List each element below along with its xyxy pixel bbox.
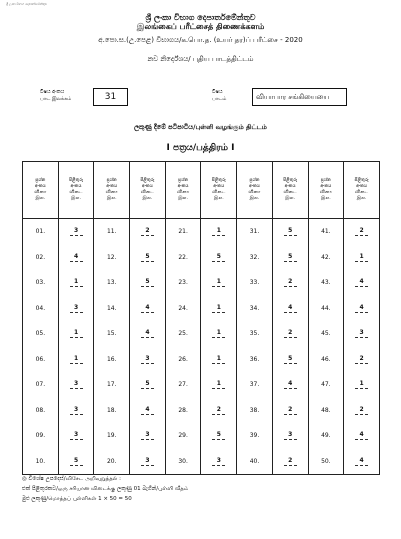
total-marks: මුළු ලකුණු/மொத்தப் புள்ளிகள் 1 × 50 = 50 [22, 496, 132, 502]
question-number: 02. [23, 245, 59, 271]
question-number: 33. [237, 270, 273, 296]
answer-number: 4 [70, 253, 83, 262]
question-number: 31. [237, 219, 273, 245]
answer-cell [201, 270, 237, 296]
answer-header-line: விடை [69, 190, 83, 195]
answer-cell [58, 449, 94, 475]
question-number: 49. [308, 423, 344, 449]
answer-number: 3 [70, 431, 83, 440]
answer-cell [130, 296, 166, 322]
answer-number: 1 [212, 278, 225, 287]
question-header [94, 162, 130, 219]
question-number: 28. [165, 398, 201, 424]
answer-cell [58, 423, 94, 449]
answer-number: 3 [284, 431, 297, 440]
question-number: 14. [94, 296, 130, 322]
table-row [23, 398, 380, 424]
answer-cell [58, 245, 94, 271]
answer-number: 5 [212, 253, 225, 262]
answer-cell [344, 219, 380, 245]
answer-header-line: අංකය [356, 183, 368, 189]
question-number: 21. [165, 219, 201, 245]
question-number: 16. [94, 347, 130, 373]
answer-header-line: පිළිතුරු [354, 177, 369, 183]
answer-number: 2 [355, 355, 368, 364]
answer-number: 5 [212, 431, 225, 440]
question-number: 10. [23, 449, 59, 475]
answer-number: 1 [355, 380, 368, 389]
marking-scheme-title: ලකුණු දීමේ පටිපාටිය/புள்ளி வழங்கும் திட்டம் [134, 123, 267, 131]
answer-number: 3 [212, 457, 225, 466]
table-row [23, 372, 380, 398]
table-row [23, 296, 380, 322]
table-row [23, 449, 380, 475]
answer-header [344, 162, 380, 219]
answer-cell [344, 398, 380, 424]
answer-header-line: අංකය [284, 183, 296, 189]
question-number: 35. [237, 321, 273, 347]
answer-number: 1 [212, 355, 225, 364]
answer-table-body [23, 219, 380, 475]
question-number: 46. [308, 347, 344, 373]
answer-cell [344, 449, 380, 475]
answer-header-line: இல. [71, 196, 81, 202]
answer-number: 1 [70, 355, 83, 364]
answer-header-line: விடை [283, 190, 297, 195]
answer-header-line: விடை [212, 190, 226, 195]
question-number: 36. [237, 347, 273, 373]
answer-header-line: පිළිතුරු [140, 177, 155, 183]
answer-cell [272, 219, 308, 245]
answer-cell [58, 398, 94, 424]
subject-number-label [40, 89, 71, 103]
question-header-line: ප්‍රශ්න [320, 177, 331, 183]
marks-per-answer: එක් පිළිතුරකට/ஒரு சரியான விடைக்கு ලකුණු 01 බැගින්/புள்ளி வீதம் [22, 486, 189, 492]
question-number: 26. [165, 347, 201, 373]
question-header-line: வினா [177, 190, 190, 195]
question-header-line: ප්‍රශ්න [106, 177, 117, 183]
answer-number: 3 [141, 355, 154, 364]
answer-header-line: விடை [140, 190, 155, 195]
question-header-line: අංකය [320, 183, 332, 189]
question-number: 29. [165, 423, 201, 449]
answer-number: 2 [284, 329, 297, 338]
question-header-line: අංකය [34, 183, 46, 189]
answer-header-line: இல. [285, 196, 296, 202]
question-number: 03. [23, 270, 59, 296]
answer-header [272, 162, 308, 219]
table-row [23, 245, 380, 271]
answer-table-header [23, 162, 380, 219]
answer-cell [130, 245, 166, 271]
answer-number: 4 [141, 406, 154, 415]
question-header-line: இல. [178, 196, 188, 202]
subject-name-label-ta: பாடம் [212, 96, 227, 102]
answer-number: 4 [355, 457, 368, 466]
subject-name-label [212, 89, 226, 103]
question-number: 37. [237, 372, 273, 398]
answer-number: 3 [141, 431, 154, 440]
answer-cell [201, 372, 237, 398]
answer-cell [201, 449, 237, 475]
answer-cell [58, 219, 94, 245]
answer-header-line: පිළිතුරු [68, 177, 84, 183]
answer-number: 4 [355, 431, 368, 440]
question-number: 25. [165, 321, 201, 347]
answer-cell [201, 245, 237, 271]
answer-number: 2 [355, 406, 368, 415]
question-number: 47. [308, 372, 344, 398]
answer-cell [130, 423, 166, 449]
question-header-line: இல. [320, 196, 331, 202]
answer-cell [272, 449, 308, 475]
question-header [308, 162, 344, 219]
answer-number: 5 [70, 457, 83, 466]
question-number: 32. [237, 245, 273, 271]
question-number: 41. [308, 219, 344, 245]
answer-header [130, 162, 166, 219]
answer-header-line: இல. [142, 196, 153, 202]
answer-cell [201, 347, 237, 373]
answer-number: 1 [70, 278, 83, 287]
answer-number: 3 [70, 406, 83, 415]
answer-header-line: இல. [356, 196, 367, 202]
subject-name-box: வியாபார சங்கியையை [252, 88, 347, 106]
subject-name-label-si: විෂය [212, 89, 223, 95]
subject-number-box: 31 [93, 88, 128, 106]
answer-cell [344, 296, 380, 322]
answer-header-line: අංකය [141, 183, 153, 189]
answer-cell [201, 398, 237, 424]
answer-number: 4 [141, 329, 154, 338]
answer-number: 1 [355, 253, 368, 262]
answer-cell [130, 219, 166, 245]
table-row [23, 270, 380, 296]
question-number: 45. [308, 321, 344, 347]
answer-cell [201, 321, 237, 347]
answer-header-line: පිළිතුරු [283, 177, 298, 183]
question-number: 01. [23, 219, 59, 245]
answer-number: 2 [212, 406, 225, 415]
answer-cell [272, 372, 308, 398]
answer-cell [130, 321, 166, 347]
question-header-line: ප්‍රශ්න [178, 177, 189, 183]
question-number: 44. [308, 296, 344, 322]
answer-number: 5 [284, 253, 297, 262]
question-header-line: අංකය [106, 183, 118, 189]
question-number: 22. [165, 245, 201, 271]
answer-number: 4 [355, 304, 368, 313]
answer-cell [130, 347, 166, 373]
question-number: 05. [23, 321, 59, 347]
answer-cell [58, 270, 94, 296]
answer-number: 1 [212, 227, 225, 236]
answer-cell [272, 245, 308, 271]
answer-cell [272, 270, 308, 296]
header-small-text: ශ්‍රී ලංකා විභාග දෙපාර්තමේන්තුව [6, 2, 48, 6]
answer-header-line: අංකය [70, 183, 82, 189]
question-header-line: இல. [249, 196, 260, 202]
question-number: 40. [237, 449, 273, 475]
answer-cell [130, 398, 166, 424]
answer-number: 2 [284, 278, 297, 287]
question-number: 38. [237, 398, 273, 424]
answer-cell [344, 423, 380, 449]
question-number: 19. [94, 423, 130, 449]
answer-cell [272, 398, 308, 424]
answer-cell [201, 296, 237, 322]
answer-number: 3 [70, 227, 83, 236]
question-number: 20. [94, 449, 130, 475]
question-header-line: வினா [319, 190, 332, 195]
subject-number-label-si: විෂය අංකය [40, 89, 65, 95]
subject-number-label-ta: பாட இலக்கம் [40, 96, 72, 102]
question-header-line: இல. [106, 196, 117, 202]
answer-number: 2 [284, 457, 297, 466]
answer-number: 1 [212, 329, 225, 338]
question-number: 18. [94, 398, 130, 424]
answer-cell [201, 219, 237, 245]
answer-number: 3 [70, 304, 83, 313]
answer-table [22, 161, 380, 475]
question-number: 09. [23, 423, 59, 449]
answer-cell [272, 321, 308, 347]
answer-header-line: පිළිතුරු [211, 177, 226, 183]
answer-number: 5 [141, 278, 154, 287]
answer-number: 5 [141, 253, 154, 262]
question-number: 04. [23, 296, 59, 322]
question-number: 13. [94, 270, 130, 296]
answer-cell [344, 245, 380, 271]
table-row [23, 321, 380, 347]
answer-number: 5 [284, 227, 297, 236]
question-number: 34. [237, 296, 273, 322]
question-number: 17. [94, 372, 130, 398]
answer-cell [344, 372, 380, 398]
answer-number: 4 [284, 304, 297, 313]
special-instructions: ◎ විශේෂ උපදෙස්/விசேட அறிவுறுத்தல் : [22, 476, 121, 482]
answer-header [201, 162, 237, 219]
answer-number: 4 [141, 304, 154, 313]
answer-number: 2 [284, 406, 297, 415]
answer-cell [272, 347, 308, 373]
question-header-line: අංකය [248, 183, 260, 189]
answer-number: 3 [141, 457, 154, 466]
answer-number: 5 [141, 380, 154, 389]
table-row [23, 423, 380, 449]
answer-cell [58, 372, 94, 398]
question-header-line: வினா [34, 190, 47, 195]
question-header-line: අංකය [177, 183, 189, 189]
question-number: 07. [23, 372, 59, 398]
answer-cell [201, 423, 237, 449]
syllabus-title: නව නිර්දේශය/ புதிய பாடத்திட்டம் [147, 55, 254, 63]
question-number: 23. [165, 270, 201, 296]
question-number: 39. [237, 423, 273, 449]
answer-header-line: விடை [354, 190, 369, 195]
answer-cell [272, 423, 308, 449]
question-number: 43. [308, 270, 344, 296]
answer-number: 2 [355, 227, 368, 236]
answer-cell [130, 372, 166, 398]
answer-cell [272, 296, 308, 322]
question-header-line: வினா [248, 190, 261, 195]
answer-cell [58, 296, 94, 322]
answer-cell [58, 321, 94, 347]
answer-number: 3 [70, 380, 83, 389]
answer-header-line: අංකය [213, 183, 225, 189]
answer-cell [130, 449, 166, 475]
question-number: 27. [165, 372, 201, 398]
question-number: 15. [94, 321, 130, 347]
answer-number: 4 [284, 380, 297, 389]
answer-number: 1 [212, 304, 225, 313]
department-tamil: இலங்கைப் பரீட்சைத் திணைக்களம் [136, 22, 265, 31]
question-number: 24. [165, 296, 201, 322]
question-header-line: ප්‍රශ්න [249, 177, 260, 183]
question-header [23, 162, 59, 219]
answer-number: 4 [355, 278, 368, 287]
paper-title: I පත්‍රය/பத்திரம் I [166, 143, 235, 153]
answer-cell [344, 270, 380, 296]
answer-number: 1 [70, 329, 83, 338]
answer-number: 1 [212, 380, 225, 389]
table-row [23, 219, 380, 245]
question-number: 06. [23, 347, 59, 373]
question-number: 30. [165, 449, 201, 475]
question-header [237, 162, 273, 219]
question-number: 12. [94, 245, 130, 271]
table-row [23, 347, 380, 373]
question-number: 48. [308, 398, 344, 424]
answer-header-line: இல. [213, 196, 224, 202]
answer-number: 3 [355, 329, 368, 338]
question-number: 42. [308, 245, 344, 271]
answer-cell [130, 270, 166, 296]
answer-cell [344, 321, 380, 347]
department-sinhala: ශ්‍රී ලංකා විභාග දෙපාර්තමේන්තුව [145, 13, 256, 22]
answer-number: 2 [141, 227, 154, 236]
exam-title: අ.පො.ස.(උ.පෙළ) විභාගය/க.பொ.த. (உயர் தர)ப் பரீட்சை - 2020 [98, 36, 303, 44]
question-header-line: வினா [105, 190, 118, 195]
answer-cell [58, 347, 94, 373]
answer-cell [344, 347, 380, 373]
question-header-line: இல. [35, 196, 46, 202]
question-header [165, 162, 201, 219]
question-number: 50. [308, 449, 344, 475]
question-header-line: ප්‍රශ්න [35, 177, 46, 183]
question-number: 08. [23, 398, 59, 424]
answer-header [58, 162, 94, 219]
question-number: 11. [94, 219, 130, 245]
answer-number: 5 [284, 355, 297, 364]
